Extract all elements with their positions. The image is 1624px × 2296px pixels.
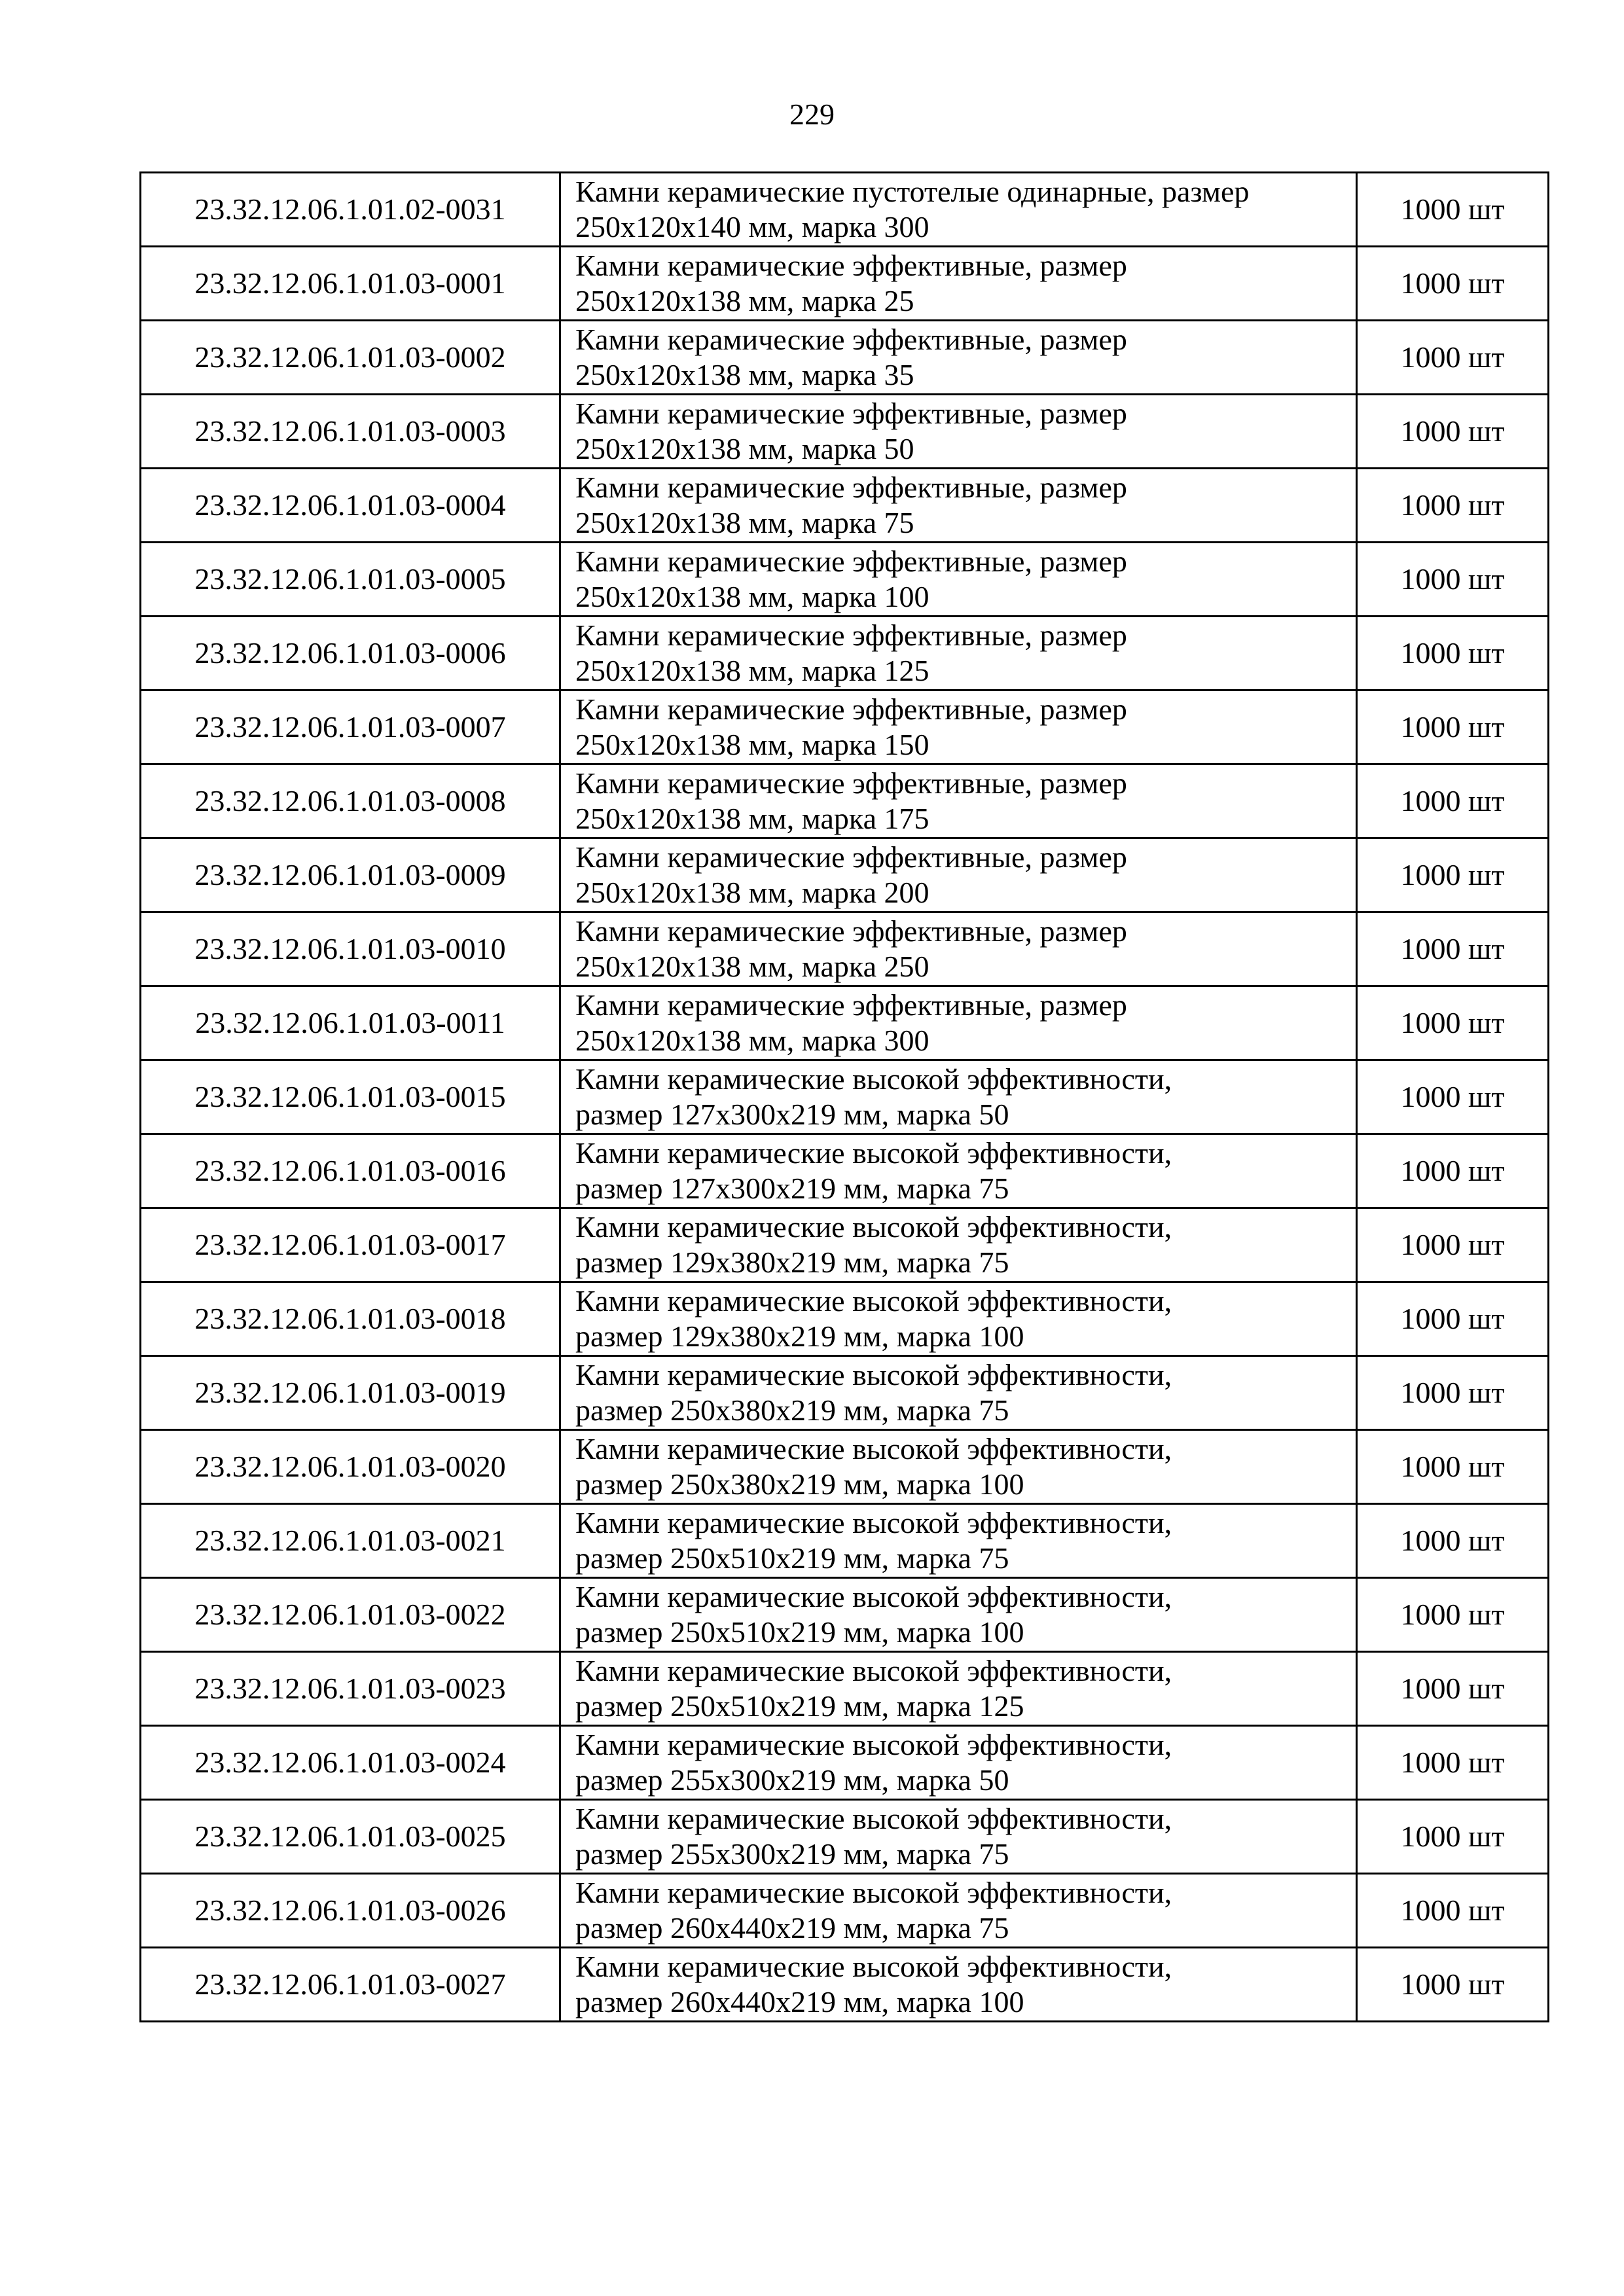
resource-description-cell	[560, 986, 1357, 1060]
table-row	[141, 986, 1549, 1060]
resource-code-cell: 23.32.12.06.1.01.03-0027	[141, 1948, 560, 2022]
resource-code-cell: 23.32.12.06.1.01.03-0019	[141, 1356, 560, 1430]
table-row	[141, 1874, 1549, 1948]
unit-of-measure-cell: 1000 шт	[1357, 1430, 1549, 1504]
description-line-2: размер 129х380х219 мм, марка 75	[575, 1246, 1009, 1279]
table-row	[141, 1208, 1549, 1282]
table-row	[141, 469, 1549, 543]
table-row	[141, 1060, 1549, 1134]
resource-description-cell	[560, 543, 1357, 617]
resource-description-cell	[560, 617, 1357, 691]
resource-code-cell: 23.32.12.06.1.01.03-0007	[141, 691, 560, 764]
resource-code-cell: 23.32.12.06.1.01.03-0002	[141, 321, 560, 395]
unit-of-measure-cell: 1000 шт	[1357, 469, 1549, 543]
resource-code-cell: 23.32.12.06.1.01.03-0008	[141, 764, 560, 838]
table-row	[141, 912, 1549, 986]
unit-of-measure-cell: 1000 шт	[1357, 1800, 1549, 1874]
resource-code-cell: 23.32.12.06.1.01.03-0005	[141, 543, 560, 617]
unit-of-measure-cell: 1000 шт	[1357, 1208, 1549, 1282]
description-line-2: размер 255х300х219 мм, марка 50	[575, 1763, 1009, 1797]
unit-of-measure-cell: 1000 шт	[1357, 691, 1549, 764]
resource-code-cell: 23.32.12.06.1.01.03-0009	[141, 838, 560, 912]
table-row	[141, 1578, 1549, 1652]
resource-code-cell: 23.32.12.06.1.01.03-0010	[141, 912, 560, 986]
description-line-1: Камни керамические эффективные, размер	[575, 619, 1127, 652]
resource-code-cell: 23.32.12.06.1.01.03-0025	[141, 1800, 560, 1874]
resource-description-cell	[560, 1874, 1357, 1948]
table-row	[141, 764, 1549, 838]
description-line-1: Камни керамические эффективные, размер	[575, 766, 1127, 800]
resource-description-cell	[560, 912, 1357, 986]
description-line-1: Камни керамические высокой эффективности,	[575, 1284, 1172, 1318]
resource-code-cell: 23.32.12.06.1.01.03-0017	[141, 1208, 560, 1282]
description-line-2: 250х120х138 мм, марка 250	[575, 950, 929, 983]
description-line-2: 250х120х138 мм, марка 175	[575, 802, 929, 835]
table-row	[141, 1430, 1549, 1504]
description-line-1: Камни керамические высокой эффективности,	[575, 1802, 1172, 1835]
table-row	[141, 1504, 1549, 1578]
description-line-2: 250х120х138 мм, марка 50	[575, 432, 914, 465]
table-row	[141, 1726, 1549, 1800]
description-line-2: размер 129х380х219 мм, марка 100	[575, 1319, 1024, 1353]
table-row	[141, 543, 1549, 617]
table-row	[141, 247, 1549, 321]
unit-of-measure-cell: 1000 шт	[1357, 1504, 1549, 1578]
resource-code-cell: 23.32.12.06.1.01.02-0031	[141, 173, 560, 247]
description-line-1: Камни керамические высокой эффективности,	[575, 1432, 1172, 1465]
resource-code-cell: 23.32.12.06.1.01.03-0024	[141, 1726, 560, 1800]
description-line-1: Камни керамические высокой эффективности,	[575, 1506, 1172, 1539]
resource-code-cell: 23.32.12.06.1.01.03-0003	[141, 395, 560, 469]
unit-of-measure-cell: 1000 шт	[1357, 247, 1549, 321]
unit-of-measure-cell: 1000 шт	[1357, 173, 1549, 247]
table-row	[141, 1800, 1549, 1874]
unit-of-measure-cell: 1000 шт	[1357, 1356, 1549, 1430]
unit-of-measure-cell: 1000 шт	[1357, 395, 1549, 469]
table-row	[141, 173, 1549, 247]
resource-description-cell	[560, 1504, 1357, 1578]
description-line-2: размер 127х300х219 мм, марка 50	[575, 1098, 1009, 1131]
resource-description-cell	[560, 1208, 1357, 1282]
description-line-2: 250х120х138 мм, марка 100	[575, 580, 929, 613]
resource-code-cell: 23.32.12.06.1.01.03-0016	[141, 1134, 560, 1208]
description-line-1: Камни керамические эффективные, размер	[575, 914, 1127, 948]
unit-of-measure-cell: 1000 шт	[1357, 617, 1549, 691]
table-row	[141, 395, 1549, 469]
description-line-1: Камни керамические высокой эффективности,	[575, 1728, 1172, 1761]
unit-of-measure-cell: 1000 шт	[1357, 543, 1549, 617]
description-line-2: размер 127х300х219 мм, марка 75	[575, 1172, 1009, 1205]
resource-description-cell	[560, 1800, 1357, 1874]
resource-code-table	[139, 171, 1549, 2022]
table-row	[141, 691, 1549, 764]
description-line-1: Камни керамические высокой эффективности,	[575, 1580, 1172, 1613]
resource-description-cell	[560, 691, 1357, 764]
description-line-2: размер 250х510х219 мм, марка 125	[575, 1689, 1024, 1723]
resource-description-cell	[560, 1134, 1357, 1208]
resource-description-cell	[560, 1578, 1357, 1652]
unit-of-measure-cell: 1000 шт	[1357, 321, 1549, 395]
description-line-2: размер 250х380х219 мм, марка 100	[575, 1467, 1024, 1501]
description-line-2: 250х120х138 мм, марка 200	[575, 876, 929, 909]
description-line-2: размер 260х440х219 мм, марка 100	[575, 1985, 1024, 2018]
resource-description-cell	[560, 764, 1357, 838]
resource-description-cell	[560, 1356, 1357, 1430]
description-line-1: Камни керамические высокой эффективности,	[575, 1062, 1172, 1096]
unit-of-measure-cell: 1000 шт	[1357, 838, 1549, 912]
description-line-1: Камни керамические высокой эффективности,	[575, 1876, 1172, 1909]
resource-code-cell: 23.32.12.06.1.01.03-0006	[141, 617, 560, 691]
description-line-2: 250х120х138 мм, марка 300	[575, 1024, 929, 1057]
description-line-1: Камни керамические эффективные, размер	[575, 471, 1127, 504]
table-row	[141, 1134, 1549, 1208]
resource-code-cell: 23.32.12.06.1.01.03-0001	[141, 247, 560, 321]
table-row	[141, 1356, 1549, 1430]
resource-description-cell	[560, 469, 1357, 543]
description-line-2: 250х120х138 мм, марка 25	[575, 284, 914, 317]
description-line-1: Камни керамические пустотелые одинарные, размер	[575, 175, 1250, 208]
resource-code-cell: 23.32.12.06.1.01.03-0022	[141, 1578, 560, 1652]
description-line-1: Камни керамические эффективные, размер	[575, 840, 1127, 874]
page-number: 229	[789, 98, 835, 131]
table-row	[141, 838, 1549, 912]
resource-code-cell: 23.32.12.06.1.01.03-0018	[141, 1282, 560, 1356]
description-line-2: размер 250х380х219 мм, марка 75	[575, 1393, 1009, 1427]
table-row	[141, 617, 1549, 691]
resource-code-cell: 23.32.12.06.1.01.03-0015	[141, 1060, 560, 1134]
resource-description-cell	[560, 1652, 1357, 1726]
description-line-2: размер 255х300х219 мм, марка 75	[575, 1837, 1009, 1871]
resource-description-cell	[560, 173, 1357, 247]
unit-of-measure-cell: 1000 шт	[1357, 1874, 1549, 1948]
description-line-2: 250х120х138 мм, марка 150	[575, 728, 929, 761]
resource-description-cell	[560, 395, 1357, 469]
description-line-2: 250х120х138 мм, марка 125	[575, 654, 929, 687]
unit-of-measure-cell: 1000 шт	[1357, 1282, 1549, 1356]
description-line-1: Камни керамические эффективные, размер	[575, 249, 1127, 282]
resource-description-cell	[560, 1060, 1357, 1134]
unit-of-measure-cell: 1000 шт	[1357, 1060, 1549, 1134]
table-row	[141, 1652, 1549, 1726]
description-line-1: Камни керамические эффективные, размер	[575, 692, 1127, 726]
resource-description-cell	[560, 1726, 1357, 1800]
resource-code-cell: 23.32.12.06.1.01.03-0021	[141, 1504, 560, 1578]
resource-code-cell: 23.32.12.06.1.01.03-0020	[141, 1430, 560, 1504]
resource-code-cell: 23.32.12.06.1.01.03-0004	[141, 469, 560, 543]
unit-of-measure-cell: 1000 шт	[1357, 1726, 1549, 1800]
description-line-2: 250х120х138 мм, марка 35	[575, 358, 914, 391]
description-line-1: Камни керамические высокой эффективности,	[575, 1358, 1172, 1391]
table-body	[141, 173, 1549, 2022]
description-line-1: Камни керамические высокой эффективности,	[575, 1950, 1172, 1983]
resource-description-cell	[560, 838, 1357, 912]
unit-of-measure-cell: 1000 шт	[1357, 986, 1549, 1060]
description-line-1: Камни керамические высокой эффективности,	[575, 1136, 1172, 1170]
unit-of-measure-cell: 1000 шт	[1357, 764, 1549, 838]
unit-of-measure-cell: 1000 шт	[1357, 1948, 1549, 2022]
description-line-1: Камни керамические высокой эффективности,	[575, 1654, 1172, 1687]
resource-description-cell	[560, 1282, 1357, 1356]
description-line-1: Камни керамические эффективные, размер	[575, 323, 1127, 356]
resource-description-cell	[560, 1430, 1357, 1504]
description-line-2: 250х120х140 мм, марка 300	[575, 210, 929, 243]
resource-description-cell	[560, 1948, 1357, 2022]
resource-code-cell: 23.32.12.06.1.01.03-0023	[141, 1652, 560, 1726]
description-line-1: Камни керамические эффективные, размер	[575, 545, 1127, 578]
unit-of-measure-cell: 1000 шт	[1357, 1134, 1549, 1208]
description-line-2: размер 260х440х219 мм, марка 75	[575, 1911, 1009, 1945]
description-line-1: Камни керамические высокой эффективности,	[575, 1210, 1172, 1244]
unit-of-measure-cell: 1000 шт	[1357, 1652, 1549, 1726]
unit-of-measure-cell: 1000 шт	[1357, 1578, 1549, 1652]
unit-of-measure-cell: 1000 шт	[1357, 912, 1549, 986]
table-row	[141, 1282, 1549, 1356]
resource-code-cell: 23.32.12.06.1.01.03-0011	[141, 986, 560, 1060]
resource-description-cell	[560, 247, 1357, 321]
resource-code-cell: 23.32.12.06.1.01.03-0026	[141, 1874, 560, 1948]
description-line-1: Камни керамические эффективные, размер	[575, 988, 1127, 1022]
description-line-1: Камни керамические эффективные, размер	[575, 397, 1127, 430]
description-line-2: размер 250х510х219 мм, марка 75	[575, 1541, 1009, 1575]
table-row	[141, 321, 1549, 395]
resource-description-cell	[560, 321, 1357, 395]
table-row	[141, 1948, 1549, 2022]
description-line-2: размер 250х510х219 мм, марка 100	[575, 1615, 1024, 1649]
description-line-2: 250х120х138 мм, марка 75	[575, 506, 914, 539]
